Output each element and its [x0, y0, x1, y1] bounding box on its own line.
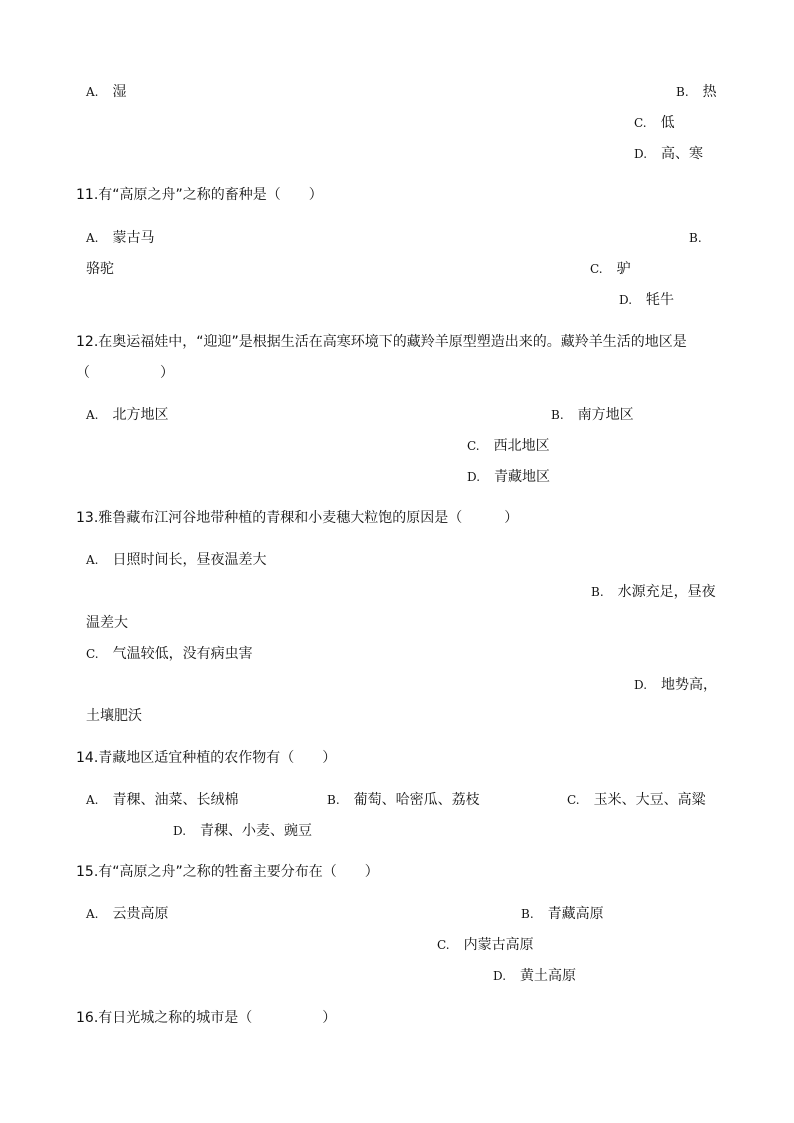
- q15-stem: 15.有“高原之舟”之称的牲畜主要分布在（ ）: [76, 864, 379, 880]
- option-text: 蒙古马: [112, 230, 155, 246]
- option-text: 日照时间长，昼夜温差大: [112, 552, 267, 568]
- option-label: A.: [86, 793, 99, 807]
- q12-stem: 12.在奥运福娃中，“迎迎”是根据生活在高寒环境下的藏羚羊原型塑造出来的。藏羚羊生活的地区是: [76, 334, 687, 350]
- option-label: B.: [327, 793, 340, 807]
- q13-option-c: [86, 645, 253, 663]
- q10-option-d: [634, 145, 703, 163]
- option-text: 热: [702, 84, 717, 100]
- option-text: 西北地区: [493, 438, 550, 454]
- q15-option-b: [521, 905, 604, 923]
- option-label: B.: [551, 408, 564, 422]
- option-label: C.: [634, 116, 647, 130]
- option-text: 驴: [616, 261, 631, 277]
- q12-option-c: [467, 437, 550, 455]
- option-text: 气温较低，没有病虫害: [112, 646, 253, 662]
- q13-option-b-continued: 温差大: [86, 615, 128, 631]
- option-text: 南方地区: [577, 407, 634, 423]
- option-label: B.: [689, 231, 702, 245]
- q12-stem-continued: （ ）: [76, 365, 174, 381]
- option-text: 青稞、小麦、豌豆: [200, 823, 313, 839]
- option-text: 北方地区: [112, 407, 169, 423]
- q14-option-b: [327, 791, 480, 809]
- option-label: C.: [567, 793, 580, 807]
- option-text: 高、寒: [661, 146, 704, 162]
- option-text: 内蒙古高原: [463, 937, 534, 953]
- q15-option-a: [86, 905, 168, 923]
- option-text: 葡萄、哈密瓜、荔枝: [353, 792, 480, 808]
- q14-option-c: [567, 791, 706, 809]
- q14-option-a: [86, 791, 238, 809]
- q16-stem: 16.有日光城之称的城市是（ ）: [76, 1010, 337, 1026]
- q10-option-c: [634, 114, 675, 132]
- option-label: B.: [591, 585, 604, 599]
- option-text: 黄土高原: [520, 968, 577, 984]
- option-text: 青稞、油菜、长绒棉: [112, 792, 239, 808]
- q13-option-a: [86, 551, 266, 569]
- q13-option-b: [591, 583, 716, 601]
- q13-stem: 13.雅鲁藏布江河谷地带种植的青稞和小麦穗大粒饱的原因是（ ）: [76, 510, 519, 526]
- q11-option-d: [619, 291, 674, 309]
- q11-stem: 11.有“高原之舟”之称的畜种是（ ）: [76, 187, 323, 203]
- option-label: D.: [467, 470, 481, 484]
- option-label: D.: [493, 969, 507, 983]
- option-text: 湿: [112, 84, 127, 100]
- q11-option-c: [590, 260, 631, 278]
- option-label: A.: [86, 907, 99, 921]
- option-label: D.: [634, 678, 648, 692]
- option-label: C.: [590, 262, 603, 276]
- q14-option-d: [173, 822, 312, 840]
- q11-option-b: [689, 229, 716, 247]
- option-label: A.: [86, 408, 99, 422]
- option-text: 青藏高原: [547, 906, 604, 922]
- option-label: D.: [173, 824, 187, 838]
- q14-stem: 14.青藏地区适宜种植的农作物有（ ）: [76, 750, 337, 766]
- option-label: A.: [86, 553, 99, 567]
- option-label: D.: [634, 147, 648, 161]
- option-text: 云贵高原: [112, 906, 169, 922]
- q13-option-d: [634, 676, 717, 694]
- option-label: B.: [521, 907, 534, 921]
- q11-option-a: [86, 229, 154, 247]
- option-label: D.: [619, 293, 633, 307]
- q13-option-d-continued: 土壤肥沃: [86, 708, 142, 724]
- option-label: B.: [676, 85, 689, 99]
- q11-option-b-continued: 骆驼: [86, 261, 114, 277]
- option-label: C.: [467, 439, 480, 453]
- option-text: 牦牛: [646, 292, 675, 308]
- option-text: 青藏地区: [494, 469, 551, 485]
- q10-option-b: [676, 83, 717, 101]
- q12-option-d: [467, 468, 550, 486]
- option-text: 水源充足，昼夜: [617, 584, 716, 600]
- q12-option-b: [551, 406, 634, 424]
- option-label: A.: [86, 85, 99, 99]
- option-text: 玉米、大豆、高粱: [593, 792, 706, 808]
- option-label: C.: [86, 647, 99, 661]
- q10-option-a: [86, 83, 126, 101]
- option-label: C.: [437, 938, 450, 952]
- q15-option-d: [493, 967, 576, 985]
- q12-option-a: [86, 406, 168, 424]
- option-text: 地势高，: [661, 677, 718, 693]
- q15-option-c: [437, 936, 534, 954]
- option-text: 低: [660, 115, 675, 131]
- option-label: A.: [86, 231, 99, 245]
